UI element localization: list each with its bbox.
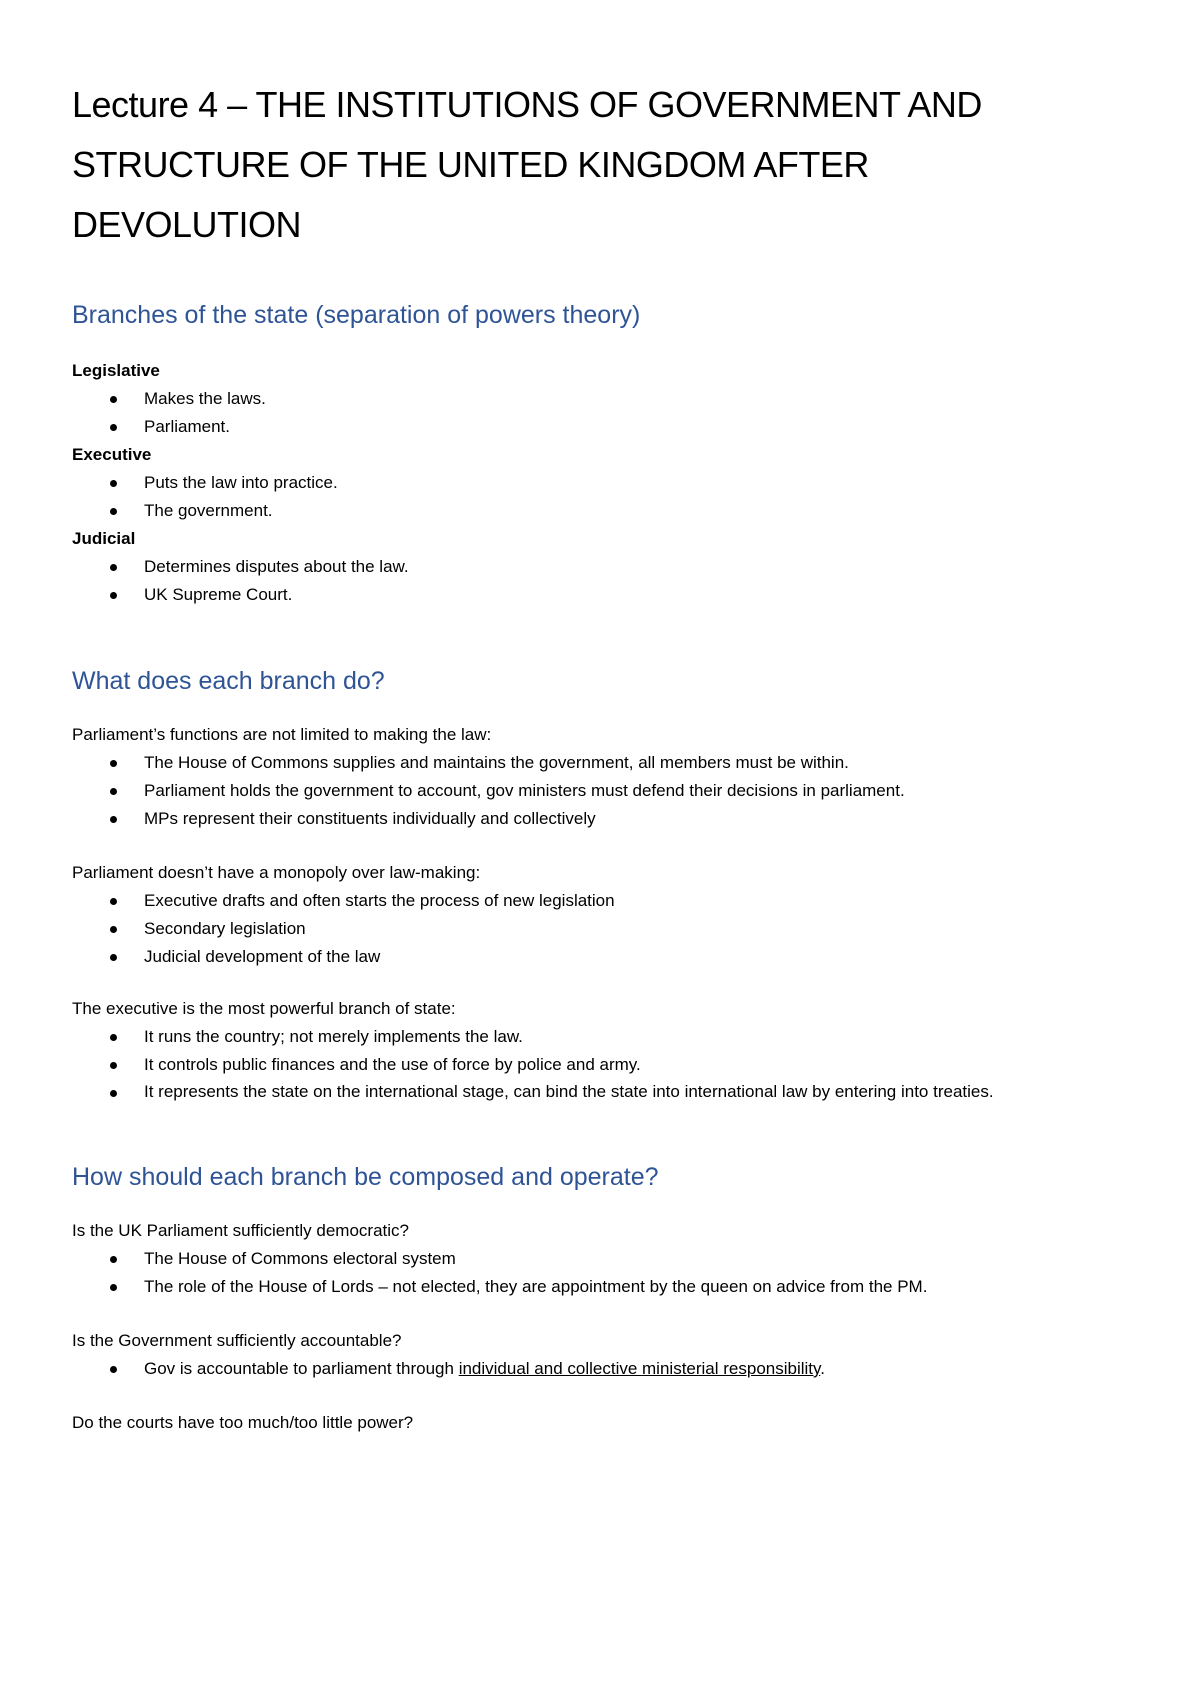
legislative-label: Legislative — [72, 361, 160, 380]
paragraph-intro: Do the courts have too much/too little power? — [72, 1413, 414, 1432]
list-item: It controls public finances and the use of force by police and army. — [72, 1051, 1132, 1079]
executive-label: Executive — [72, 445, 152, 464]
paragraph-intro: Is the Government sufficiently accountable? — [72, 1331, 402, 1350]
list-item: Puts the law into practice. — [72, 469, 1132, 497]
legislative-list — [72, 385, 1132, 441]
bullet-icon — [110, 1366, 117, 1373]
list-item: The House of Commons supplies and maintains the government, all members must be within. — [72, 749, 1132, 777]
bullet-icon — [110, 816, 117, 823]
paragraph-intro: Parliament’s functions are not limited to making the law: — [72, 725, 492, 744]
bullet-icon — [110, 1090, 117, 1097]
section-heading-branches: Branches of the state (separation of powers theory) — [72, 301, 641, 329]
bullet-icon — [110, 396, 117, 403]
bullet-icon — [110, 954, 117, 961]
parliament-functions-block — [72, 721, 1132, 833]
list-item: It represents the state on the international stage, can bind the state into international law by entering into treaties. — [72, 1079, 1132, 1105]
list-item: UK Supreme Court. — [72, 581, 1132, 609]
parliament-democracy-block — [72, 1217, 1132, 1301]
title-line-1: Lecture 4 – THE INSTITUTIONS OF GOVERNMENT AND — [72, 84, 982, 125]
law-making-list — [72, 887, 1132, 971]
list-item: Gov is accountable to parliament through individual and collective ministerial responsibility. — [72, 1355, 1132, 1383]
bullet-icon — [110, 926, 117, 933]
section-heading-composition: How should each branch be composed and operate? — [72, 1163, 659, 1191]
list-item: Makes the laws. — [72, 385, 1132, 413]
list-item: Parliament holds the government to account, gov ministers must defend their decisions in parliament. — [72, 777, 1132, 805]
title-line-3: DEVOLUTION — [72, 204, 302, 245]
bullet-icon — [110, 424, 117, 431]
paragraph-intro: Parliament doesn’t have a monopoly over law-making: — [72, 863, 481, 882]
branches-block — [72, 357, 1132, 609]
bullet-icon — [110, 1034, 117, 1041]
bullet-icon — [110, 760, 117, 767]
list-item: It runs the country; not merely implements the law. — [72, 1023, 1132, 1051]
bullet-icon — [110, 1284, 117, 1291]
bullet-icon — [110, 564, 117, 571]
list-item: Determines disputes about the law. — [72, 553, 1132, 581]
law-making-block — [72, 859, 1132, 971]
list-item: Parliament. — [72, 413, 1132, 441]
list-item: The House of Commons electoral system — [72, 1245, 1132, 1273]
bullet-icon — [110, 898, 117, 905]
list-item: MPs represent their constituents individually and collectively — [72, 805, 1132, 833]
document-title — [72, 75, 1132, 255]
bullet-icon — [110, 1062, 117, 1069]
list-item: The government. — [72, 497, 1132, 525]
paragraph-intro: The executive is the most powerful branch of state: — [72, 999, 456, 1018]
bullet-icon — [110, 1256, 117, 1263]
bullet-icon — [110, 508, 117, 515]
list-item: Executive drafts and often starts the process of new legislation — [72, 887, 1132, 915]
bullet-icon — [110, 592, 117, 599]
government-accountability-block — [72, 1327, 1132, 1383]
government-accountability-list — [72, 1355, 1132, 1383]
parliament-democracy-list — [72, 1245, 1132, 1301]
title-line-2: STRUCTURE OF THE UNITED KINGDOM AFTER — [72, 144, 869, 185]
list-item: Secondary legislation — [72, 915, 1132, 943]
paragraph-intro: Is the UK Parliament sufficiently democratic? — [72, 1221, 409, 1240]
bullet-icon — [110, 480, 117, 487]
parliament-functions-list — [72, 749, 1132, 833]
judicial-list — [72, 553, 1132, 609]
executive-power-list — [72, 1023, 1132, 1105]
bullet-icon — [110, 788, 117, 795]
executive-list — [72, 469, 1132, 525]
document-page — [72, 75, 1132, 1437]
list-item: Judicial development of the law — [72, 943, 1132, 971]
underlined-term: individual and collective ministerial responsibility — [458, 1359, 821, 1378]
list-item: The role of the House of Lords – not elected, they are appointment by the queen on advice from the PM. — [72, 1273, 1132, 1301]
executive-power-block — [72, 995, 1132, 1105]
section-heading-what-does-each-branch-do: What does each branch do? — [72, 667, 385, 695]
courts-power-block — [72, 1409, 1132, 1437]
judicial-label: Judicial — [72, 529, 136, 548]
